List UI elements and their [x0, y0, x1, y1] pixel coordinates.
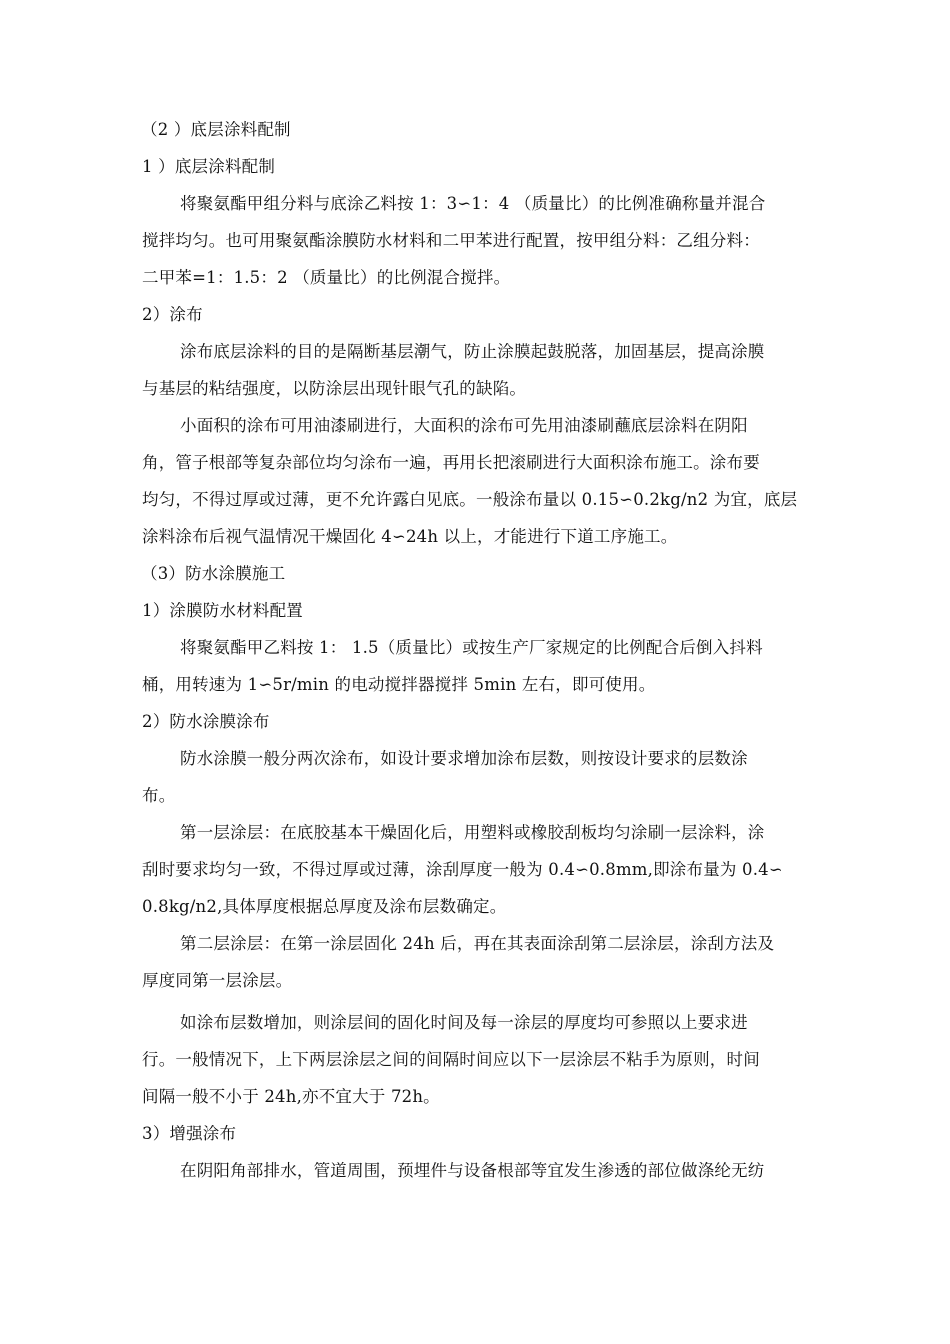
paragraph-line: 均匀，不得过厚或过薄，更不允许露白见底。一般涂布量以 0.15∽0.2kg/n2 为宜，底层 [142, 490, 798, 509]
paragraph-line: 行。一般情况下，上下两层涂层之间的间隔时间应以下一层涂层不粘手为原则，时间 [142, 1050, 760, 1069]
paragraph-line: 布。 [142, 786, 176, 805]
paragraph-line: 将聚氨酯甲组分料与底涂乙料按 1：3∽1：4 （质量比）的比例准确称量并混合 [180, 194, 766, 213]
paragraph-line: 涂布底层涂料的目的是隔断基层潮气，防止涂膜起鼓脱落，加固基层，提高涂膜 [180, 342, 765, 361]
paragraph-line: 桶，用转速为 1∽5r/min 的电动搅拌器搅拌 5min 左右，即可使用。 [142, 675, 656, 694]
section-heading: （3）防水涂膜施工 [141, 564, 286, 583]
paragraph-line: 刮时要求均匀一致，不得过厚或过薄，涂刮厚度一般为 0.4∽0.8mm,即涂布量为 0.4∽ [142, 860, 783, 879]
paragraph-line: 第二层涂层：在第一涂层固化 24h 后，再在其表面涂刮第二层涂层，涂刮方法及 [180, 934, 775, 953]
paragraph-line: 二甲苯=1：1.5：2 （质量比）的比例混合搅拌。 [142, 268, 511, 287]
subsection-heading: 1）涂膜防水材料配置 [142, 601, 303, 620]
paragraph-line: 在阴阳角部排水，管道周围，预埋件与设备根部等宜发生渗透的部位做涤纶无纺 [180, 1161, 765, 1180]
section-heading: （2 ）底层涂料配制 [141, 120, 291, 139]
subsection-heading: 3）增强涂布 [142, 1124, 237, 1143]
subsection-heading: 2）防水涂膜涂布 [142, 712, 270, 731]
paragraph-line: 间隔一般不小于 24h,亦不宜大于 72h。 [142, 1087, 440, 1106]
paragraph-line: 角，管子根部等复杂部位均匀涂布一遍，再用长把滚刷进行大面积涂布施工。涂布要 [142, 453, 760, 472]
paragraph-line: 如涂布层数增加，则涂层间的固化时间及每一涂层的厚度均可参照以上要求进 [180, 1013, 748, 1032]
paragraph-line: 第一层涂层：在底胶基本干燥固化后，用塑料或橡胶刮板均匀涂刷一层涂料，涂 [180, 823, 765, 842]
paragraph-line: 防水涂膜一般分两次涂布，如设计要求增加涂布层数，则按设计要求的层数涂 [180, 749, 748, 768]
paragraph-line: 0.8kg/n2,具体厚度根据总厚度及涂布层数确定。 [142, 897, 507, 916]
subsection-heading: 1 ）底层涂料配制 [142, 157, 276, 176]
paragraph-line: 厚度同第一层涂层。 [142, 971, 293, 990]
paragraph-line: 涂料涂布后视气温情况干燥固化 4∽24h 以上，才能进行下道工序施工。 [142, 527, 678, 546]
paragraph-line: 将聚氨酯甲乙料按 1： 1.5（质量比）或按生产厂家规定的比例配合后倒入抖料 [180, 638, 763, 657]
subsection-heading: 2）涂布 [142, 305, 203, 324]
paragraph-line: 与基层的粘结强度，以防涂层出现针眼气孔的缺陷。 [142, 379, 527, 398]
paragraph-line: 搅拌均匀。也可用聚氨酯涂膜防水材料和二甲苯进行配置，按甲组分料：乙组分料： [142, 231, 760, 250]
paragraph-line: 小面积的涂布可用油漆刷进行，大面积的涂布可先用油漆刷蘸底层涂料在阴阳 [180, 416, 748, 435]
